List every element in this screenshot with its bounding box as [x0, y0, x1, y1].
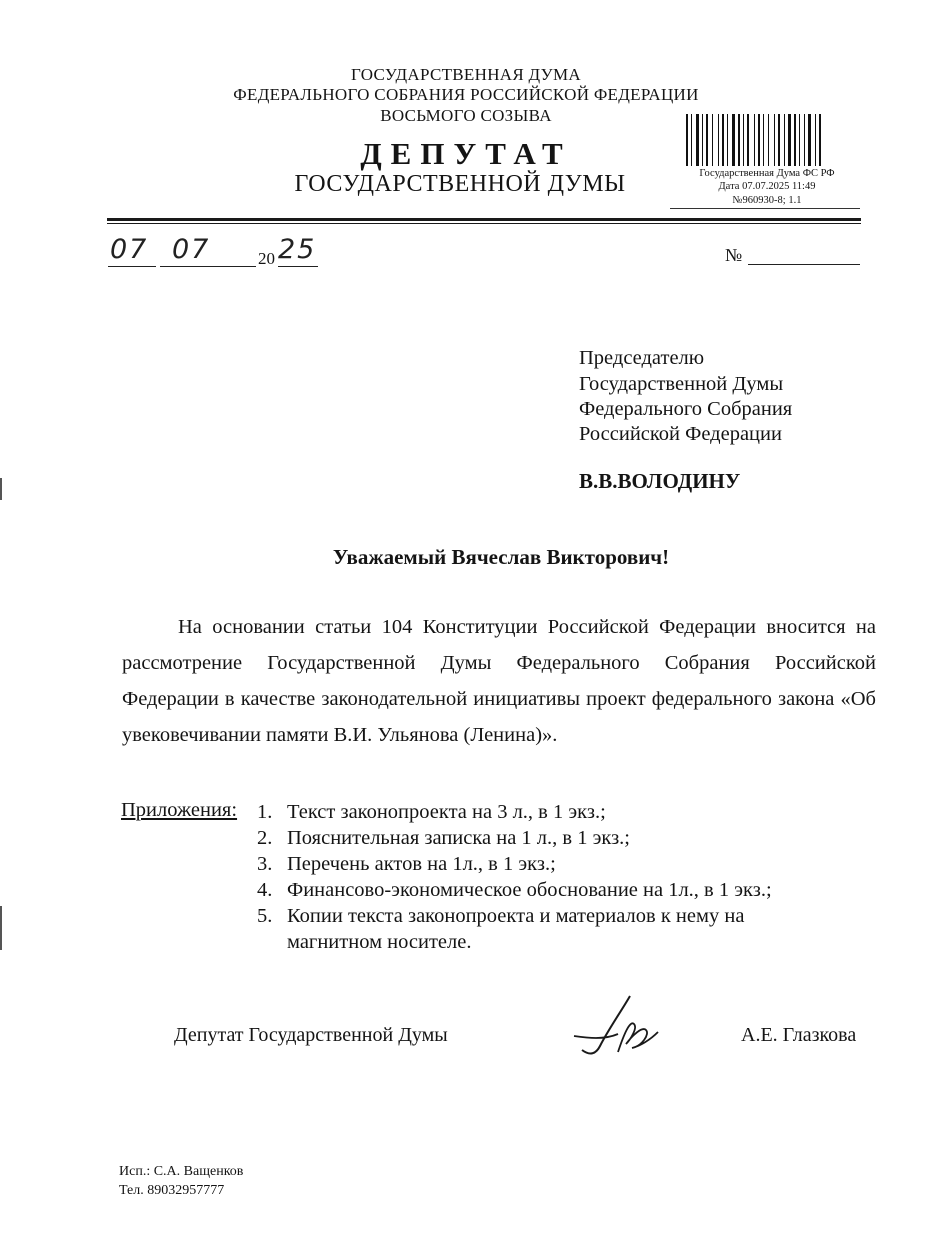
date-day: 07: [110, 234, 149, 265]
addressee-name: В.В.ВОЛОДИНУ: [579, 469, 741, 493]
signer-name: А.Е. Глазкова: [741, 1024, 857, 1046]
stamp-underline: [670, 208, 860, 209]
attachments-label: Приложения:: [121, 799, 238, 821]
date-day-line: [108, 266, 156, 267]
stamp-organization: Государственная Дума ФС РФ: [699, 168, 835, 179]
date-month: 07: [172, 234, 211, 265]
date-year-line: [278, 266, 318, 267]
addressee-line-2: Государственной Думы: [579, 373, 784, 395]
stamp-date: Дата 07.07.2025 11:49: [718, 181, 816, 192]
list-item: 2. Пояснительная записка на 1 л., в 1 экз.;: [257, 827, 630, 849]
list-item: 4. Финансово-экономическое обоснование на 1л., в 1 экз.;: [257, 879, 772, 901]
header-rule-thick: [107, 218, 861, 221]
header-rule-thin: [107, 223, 861, 224]
date-year-prefix: 20: [258, 249, 275, 268]
letterhead-line-3: ВОСЬМОГО СОЗЫВА: [380, 106, 552, 125]
number-line: [748, 264, 860, 265]
letterhead-title: ДЕПУТАТ: [360, 136, 572, 171]
number-label: №: [725, 245, 743, 265]
letterhead-line-2: ФЕДЕРАЛЬНОГО СОБРАНИЯ РОССИЙСКОЙ ФЕДЕРАЦИИ: [233, 85, 699, 104]
addressee-line-3: Федерального Собрания: [579, 398, 793, 420]
list-item: 1. Текст законопроекта на 3 л., в 1 экз.;: [257, 801, 606, 823]
body-paragraph: На основании статьи 104 Конституции Российской Федерации вносится на рассмотрение Государственной Думы Федерального Собрания Российской Федерации в качестве законодательной инициативы проект федерального закона «Об увековечивании памяти В.И. Ульянова (Ленина)».: [122, 616, 876, 746]
signer-role: Депутат Государственной Думы: [174, 1024, 448, 1046]
letter-body: [122, 609, 876, 753]
salutation: Уважаемый Вячеслав Викторович!: [332, 545, 670, 569]
handwritten-signature: [572, 990, 662, 1066]
letterhead-line-1: ГОСУДАРСТВЕННАЯ ДУМА: [351, 65, 581, 84]
scan-margin-mark: [0, 906, 2, 950]
footer-executor: Исп.: С.А. Ващенков: [119, 1164, 244, 1179]
list-item: 3. Перечень актов на 1л., в 1 экз.;: [257, 853, 556, 875]
addressee-line-1: Председателю: [579, 347, 705, 369]
letterhead-subtitle: ГОСУДАРСТВЕННОЙ ДУМЫ: [294, 171, 626, 197]
scan-margin-mark: [0, 478, 2, 500]
stamp-number: №960930-8; 1.1: [732, 195, 802, 206]
addressee-line-4: Российской Федерации: [579, 423, 782, 445]
barcode-image: [686, 114, 850, 170]
attachments-list: [257, 799, 857, 955]
footer-phone: Тел. 89032957777: [119, 1183, 225, 1198]
list-item: 5. Копии текста законопроекта и материалов к нему на: [257, 905, 745, 927]
date-year-suffix: 25: [278, 234, 317, 265]
date-month-line: [160, 266, 256, 267]
list-item-continuation: магнитном носителе.: [287, 931, 472, 953]
